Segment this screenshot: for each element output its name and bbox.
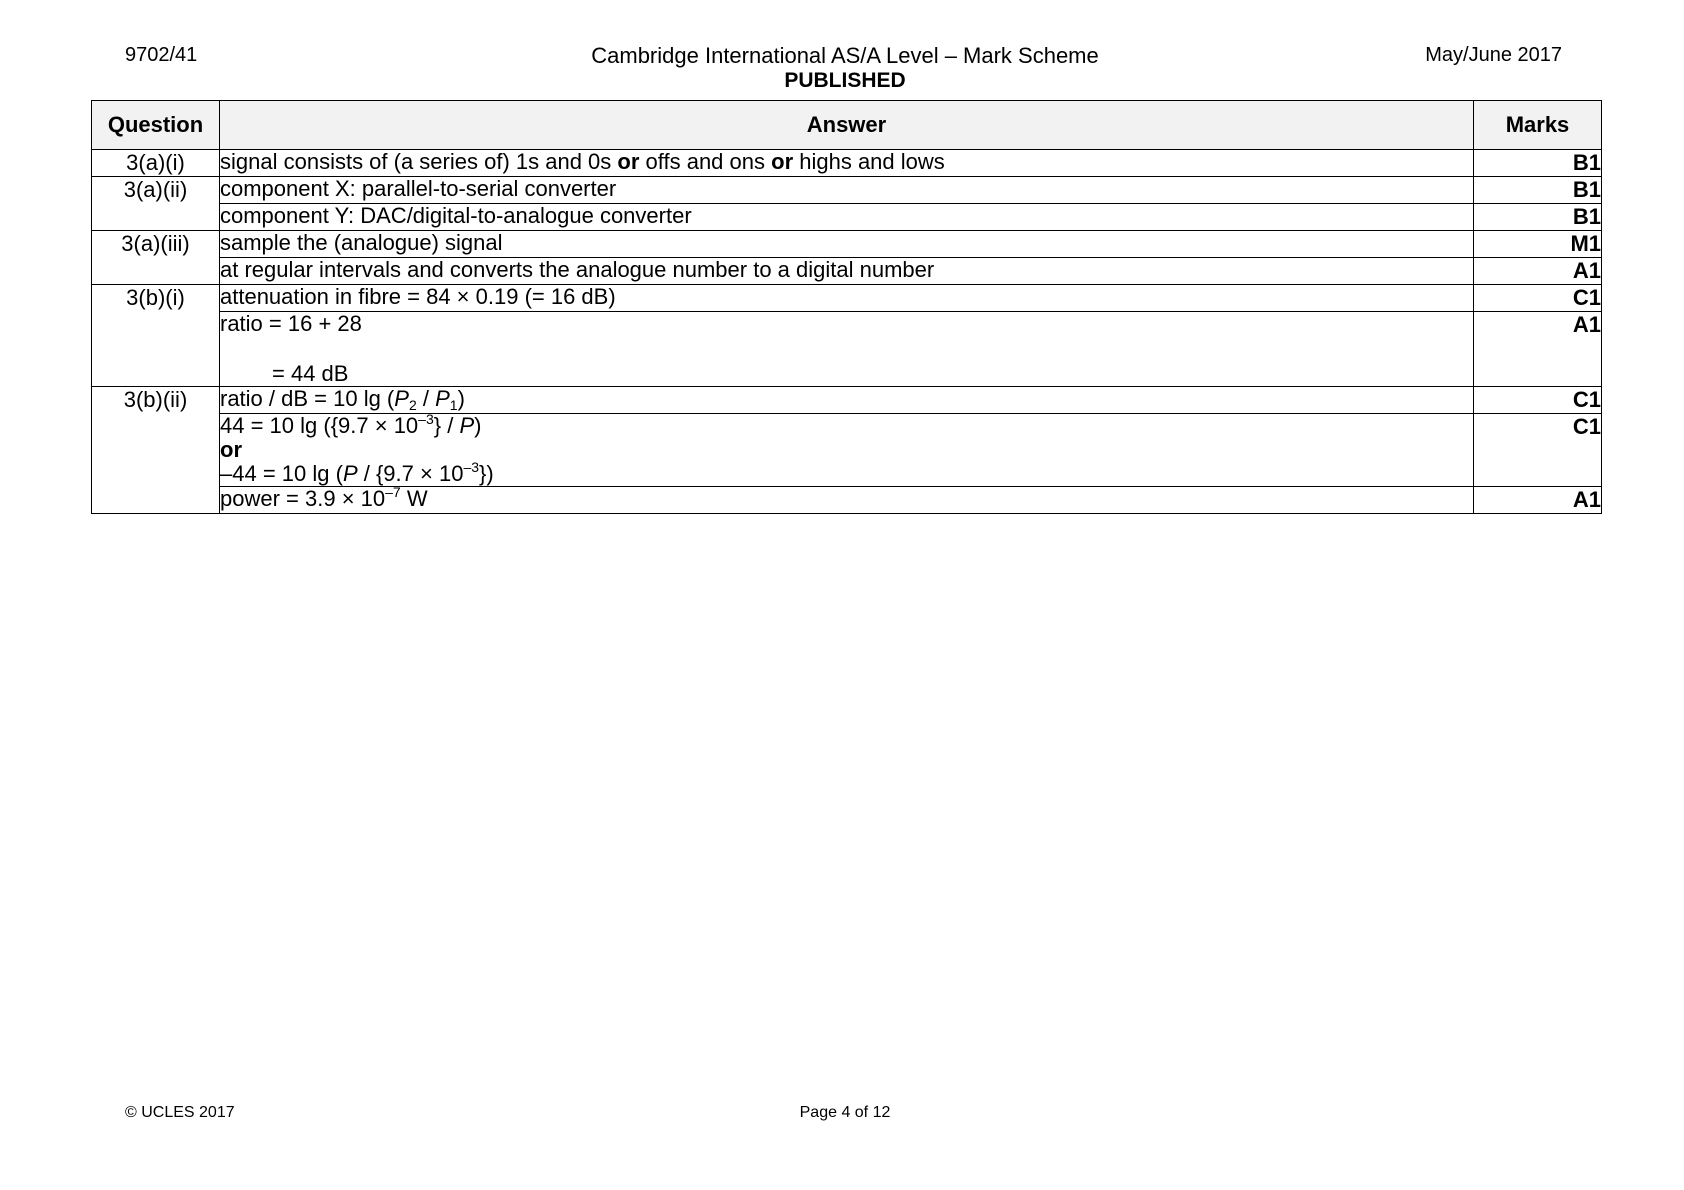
answer-text: = 44 dB (272, 361, 349, 386)
answer-cell (220, 285, 1474, 312)
table-row (92, 387, 1602, 414)
mark-code: B1 (1474, 204, 1602, 231)
question-number: 3(b)(i) (92, 285, 220, 387)
mark-code: C1 (1474, 285, 1602, 312)
paper-code: 9702/41 (125, 44, 198, 66)
table-row (92, 231, 1602, 258)
answer-text: / {9.7 × 10 (357, 461, 464, 486)
answer-cell (220, 231, 1474, 258)
document-title: Cambridge International AS/A Level – Mark Scheme (591, 43, 1099, 68)
table-row (92, 177, 1602, 204)
answer-text: highs and lows (793, 149, 945, 174)
table-row (92, 414, 1602, 487)
power-symbol: P (342, 461, 358, 486)
answer-cell (220, 204, 1474, 231)
question-number: 3(a)(i) (92, 150, 220, 177)
answer-text: } / (433, 413, 460, 438)
table-row (92, 204, 1602, 231)
superscript: –3 (418, 411, 434, 427)
answer-text: 44 = 10 lg ({9.7 × 10 (220, 413, 419, 438)
table-header-row (92, 101, 1602, 150)
mark-code: B1 (1474, 150, 1602, 177)
power-symbol: P (394, 386, 409, 411)
answer-column-header: Answer (220, 101, 1474, 150)
answer-cell (220, 387, 1474, 414)
mark-code: C1 (1474, 414, 1602, 487)
mark-code: C1 (1474, 387, 1602, 414)
answer-cell (220, 177, 1474, 204)
answer-text: W (400, 486, 428, 511)
question-number: 3(b)(ii) (92, 387, 220, 514)
answer-text: ) (457, 386, 465, 411)
mark-code: A1 (1474, 487, 1602, 514)
answer-text: power = 3.9 × 10 (220, 486, 386, 511)
mark-code: M1 (1474, 231, 1602, 258)
answer-text: ) (474, 413, 482, 438)
mark-code: A1 (1474, 258, 1602, 285)
answer-text: ratio = 16 + 28 (220, 311, 362, 336)
answer-text: / (416, 386, 436, 411)
answer-or: or (617, 149, 640, 174)
answer-cell (220, 258, 1474, 285)
question-number: 3(a)(ii) (92, 177, 220, 231)
answer-text: –44 = 10 lg ( (220, 461, 343, 486)
table-row (92, 150, 1602, 177)
answer-text: ratio / dB = 10 lg ( (220, 386, 395, 411)
table-row (92, 487, 1602, 514)
exam-session: May/June 2017 (1425, 44, 1562, 66)
answer-text: offs and ons (639, 149, 772, 174)
power-symbol: P (459, 413, 475, 438)
answer-text: component Y: DAC/digital-to-analogue converter (220, 203, 692, 228)
question-number: 3(a)(iii) (92, 231, 220, 285)
page-number: Page 4 of 12 (799, 1104, 891, 1121)
answer-or: or (771, 149, 794, 174)
answer-text: sample the (analogue) signal (220, 230, 503, 255)
question-column-header: Question (92, 101, 220, 150)
marks-column-header: Marks (1474, 101, 1602, 150)
answer-cell (220, 484, 1474, 514)
answer-cell (220, 150, 1474, 177)
answer-text: }) (479, 461, 494, 486)
mark-scheme-table (91, 100, 1602, 514)
answer-text: at regular intervals and converts the analogue number to a digital number (220, 257, 935, 282)
superscript: –3 (463, 459, 480, 475)
answer-text: signal consists of (a series of) 1s and 0s (220, 149, 618, 174)
subscript: 2 (408, 397, 417, 413)
table-row (92, 312, 1602, 387)
copyright-notice: © UCLES 2017 (125, 1104, 235, 1121)
answer-or: or (220, 437, 242, 462)
answer-text: attenuation in fibre = 84 × 0.19 (= 16 dB) (220, 284, 616, 309)
document-subtitle: PUBLISHED (784, 69, 906, 92)
answer-cell (220, 411, 1474, 487)
mark-code: B1 (1474, 177, 1602, 204)
power-symbol: P (435, 386, 450, 411)
subscript: 1 (449, 397, 458, 413)
answer-text: component X: parallel-to-serial converter (220, 176, 617, 201)
answer-cell (220, 312, 1474, 387)
table-row (92, 285, 1602, 312)
mark-code: A1 (1474, 312, 1602, 387)
superscript: –7 (385, 484, 401, 500)
table-row (92, 258, 1602, 285)
